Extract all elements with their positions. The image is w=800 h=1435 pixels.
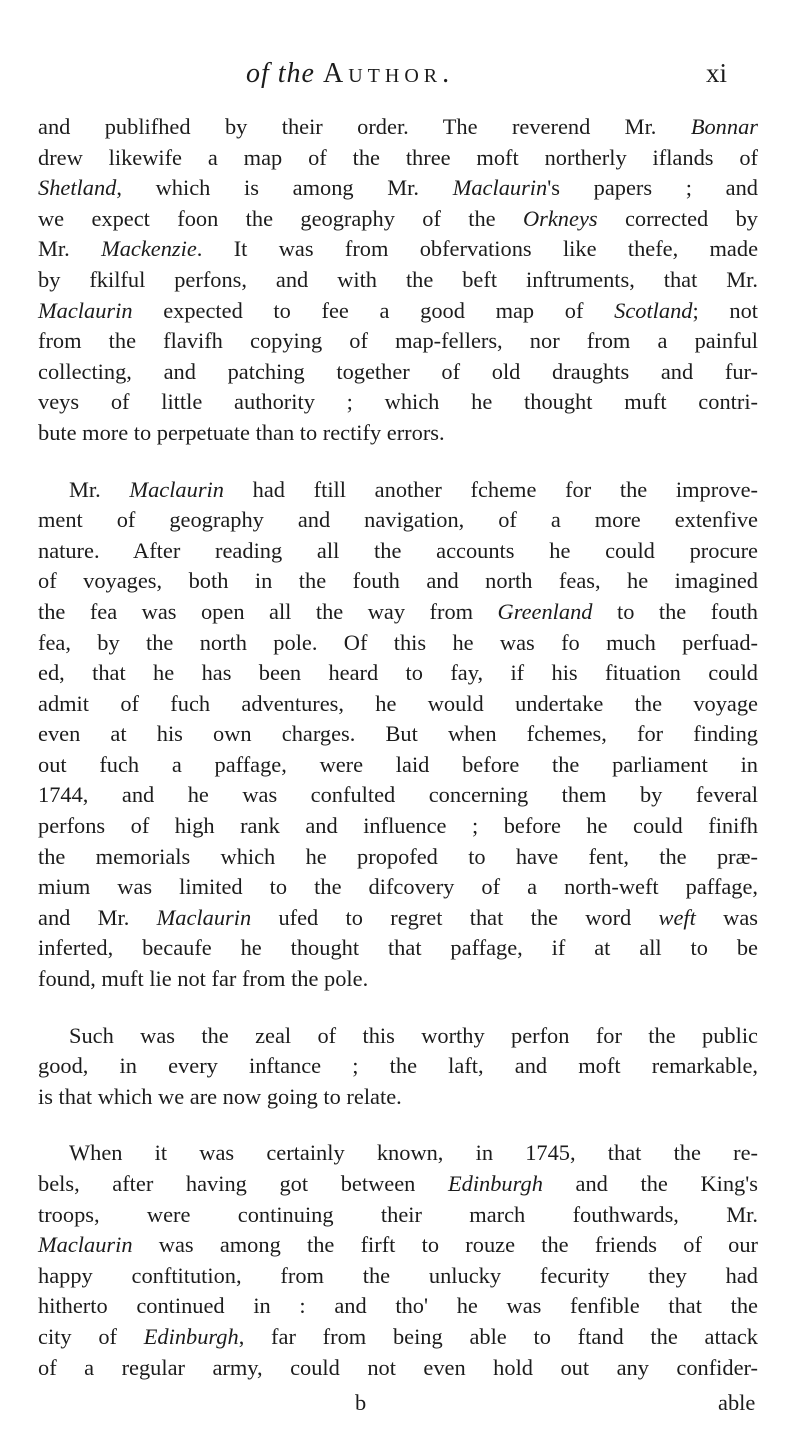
italic-term: Edinburgh: [447, 1171, 543, 1196]
italic-term: Mackenzie: [101, 236, 197, 262]
text-line: good, in every inftance ; the laft, and moft remarkable,: [38, 1053, 758, 1079]
text-line: Maclaurin was among the firft to rouze the friends of our: [38, 1232, 758, 1258]
text-line: Mr. Maclaurin had ftill another fcheme for the improve-: [69, 476, 758, 502]
italic-term: Greenland: [497, 598, 593, 624]
running-title-prefix: of the: [246, 58, 315, 89]
text-line: admit of fuch adventures, he would undertake the voyage: [38, 690, 758, 716]
text-line: happy conftitution, from the unlucky fecurity they had: [38, 1262, 758, 1288]
running-title-word: Author.: [323, 58, 455, 89]
text-line: perfons of high rank and influence ; before he could finifh: [38, 813, 758, 839]
catchword: able: [718, 1390, 756, 1415]
text-line: out fuch a paffage, were laid before the parliament in: [38, 751, 758, 777]
italic-term: Edinburgh: [143, 1323, 239, 1349]
text-line: city of Edinburgh, far from being able to ftand the attack: [38, 1323, 758, 1349]
text-line: of voyages, both in the fouth and north feas, he imagined: [38, 568, 758, 594]
page-number: xi: [706, 58, 728, 88]
italic-term: Maclaurin: [452, 175, 548, 201]
running-header: [0, 58, 800, 98]
paragraph: [38, 475, 758, 995]
text-line: Maclaurin expected to fee a good map of Scotland; not: [38, 297, 758, 323]
text-line: found, muft lie not far from the pole.: [38, 966, 369, 992]
text-line: veys of little authority ; which he thought muft contri-: [38, 389, 758, 415]
page-footer: [0, 1390, 800, 1422]
text-line: is that which we are now going to relate.: [38, 1083, 402, 1109]
text-line: and Mr. Maclaurin ufed to regret that the word weft was: [38, 904, 758, 930]
text-line: we expect foon the geography of the Orkneys corrected by: [38, 205, 758, 231]
text-line: the fea was open all the way from Greenland to the fouth: [38, 598, 758, 624]
text-line: Such was the zeal of this worthy perfon for the public: [69, 1022, 758, 1048]
text-line: bute more to perpetuate than to rectify errors.: [38, 419, 445, 445]
text-line: ed, that he has been heard to fay, if his fituation could: [38, 660, 758, 686]
italic-term: Maclaurin: [156, 904, 252, 930]
text-line: of a regular army, could not even hold out any confider-: [38, 1354, 758, 1380]
text-line: fea, by the north pole. Of this he was fo much perfuad-: [38, 629, 758, 655]
signature-mark: b: [355, 1390, 367, 1415]
text-line: nature. After reading all the accounts he could procure: [38, 537, 758, 563]
text-line: inferted, becaufe he thought that paffage, if at all to be: [38, 935, 758, 961]
text-line: even at his own charges. But when fchemes, for finding: [38, 721, 758, 747]
text-line: by fkilful perfons, and with the beft inftruments, that Mr.: [38, 266, 758, 292]
text-line: mium was limited to the difcovery of a north-weft paffage,: [38, 874, 758, 900]
body-text: [38, 112, 758, 1383]
text-line: from the flavifh copying of map-fellers, nor from a painful: [38, 328, 758, 354]
text-line: collecting, and patching together of old draughts and fur-: [38, 358, 758, 384]
italic-term: Orkneys: [522, 205, 598, 231]
text-line: troops, were continuing their march fouthwards, Mr.: [38, 1201, 758, 1227]
text-line: bels, after having got between Edinburgh and the King's: [38, 1171, 758, 1196]
text-line: and publifhed by their order. The reverend Mr. Bonnar: [38, 114, 758, 139]
italic-term: Maclaurin: [38, 297, 133, 323]
text-line: Shetland, which is among Mr. Maclaurin's papers ; and: [38, 175, 758, 201]
text-line: When it was certainly known, in 1745, that the re-: [69, 1140, 758, 1166]
text-line: ment of geography and navigation, of a more extenfive: [38, 507, 758, 533]
italic-term: Scotland: [614, 297, 693, 323]
italic-term: Shetland: [38, 175, 117, 201]
paragraph-gap: [38, 449, 758, 475]
text-line: 1744, and he was confulted concerning them by feveral: [38, 782, 758, 808]
paragraph: [38, 112, 758, 449]
italic-term: Maclaurin: [129, 476, 224, 502]
text-line: hitherto continued in : and tho' he was fenfible that the: [38, 1293, 758, 1319]
paragraph-gap: [38, 1112, 758, 1138]
paragraph-gap: [38, 995, 758, 1021]
running-title: [246, 58, 454, 90]
text-line: drew likewife a map of the three moft northerly iflands of: [38, 144, 758, 170]
paragraph: [38, 1138, 758, 1383]
italic-term: Bonnar: [690, 114, 758, 139]
italic-term: weft: [658, 904, 696, 930]
text-line: Mr. Mackenzie. It was from obfervations like thefe, made: [38, 236, 759, 262]
text-line: the memorials which he propofed to have fent, the præ-: [38, 843, 758, 869]
italic-term: Maclaurin: [38, 1232, 133, 1258]
paragraph: [38, 1021, 758, 1113]
